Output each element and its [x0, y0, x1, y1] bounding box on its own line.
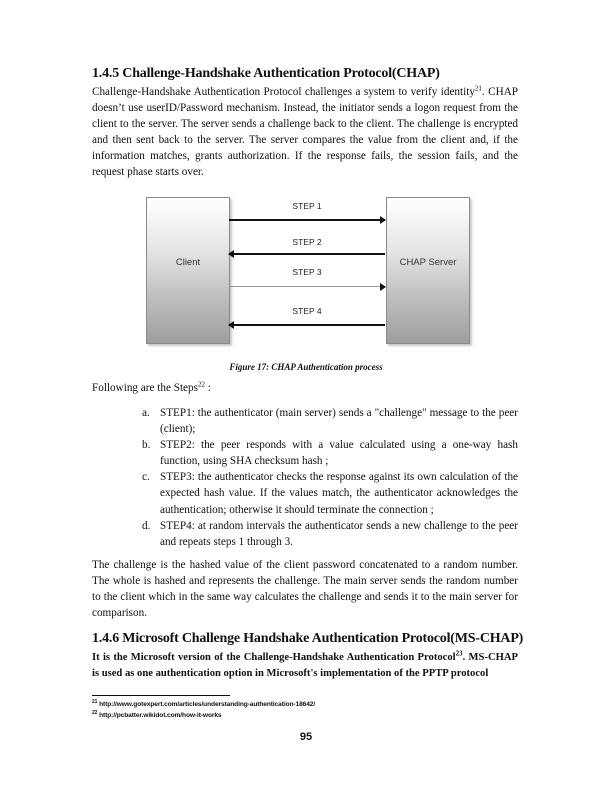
step-2-arrow [229, 253, 385, 255]
list-item [142, 518, 518, 550]
list-item [142, 405, 518, 437]
footnote-ref-21[interactable]: 21 [474, 84, 482, 93]
list-item-text: STEP2: the peer responds with a value calculated using a one-way hash function, using SHA checksum hash ; [160, 439, 518, 468]
section-heading-chap: 1.4.5 Challenge-Handshake Authentication Protocol(CHAP) [92, 66, 440, 81]
arrowhead-right-icon [380, 283, 386, 291]
challenge-paragraph: The challenge is the hashed value of the client password concatenated to a random number. The whole is hashed and represents the challenge. The main server sends the random number to the client which in the same way calculates the challenge and sends it to the main server for comparison. [92, 559, 518, 620]
client-label: Client [175, 257, 201, 268]
footnote-ref-23[interactable]: 23 [455, 649, 463, 658]
ms-chap-paragraph [92, 650, 518, 682]
list-marker: a. [142, 407, 150, 419]
footnote-link[interactable]: http://www.gotexpert.com/articles/understanding-authentication-18642/ [99, 701, 316, 708]
page-number: 95 [299, 731, 313, 743]
arrowhead-left-icon [228, 250, 234, 258]
chap-intro-paragraph [92, 84, 518, 181]
steps-intro-text: Following are the Steps [92, 382, 198, 394]
steps-intro [92, 380, 518, 396]
footnote-link[interactable]: http://pcbatter.wikidot.com/how-it-works [99, 712, 222, 719]
arrowhead-left-icon [228, 321, 234, 329]
chap-intro-rest: . CHAP doesn’t use userID/Password mechanism. Instead, the initiator sends a logon request from the client to the server. The server sends a challenge back to the client. The challenge is encrypted and then sent back to the server. The server compares the value from the client and, if the information matches, grants authorization. If the response fails, the session fails, and the request phase starts over. [92, 86, 518, 179]
client-box [146, 197, 230, 344]
footnote-ref-22[interactable]: 22 [197, 380, 205, 389]
chap-server-label: CHAP Server [399, 257, 457, 268]
list-item-text: STEP3: the authenticator checks the response against its own calculation of the expected hash value. If the values match, the authenticator acknowledges the authentication; otherwise it should terminate the connection ; [160, 471, 518, 516]
chap-intro-text: Challenge-Handshake Authentication Protocol challenges a system to verify identity [92, 86, 475, 98]
step-4-label: STEP 4 [292, 306, 322, 316]
steps-intro-suffix: : [204, 382, 211, 394]
ms-chap-text: It is the Microsoft version of the Challenge-Handshake Authentication Protocol [92, 652, 456, 663]
step-2-label: STEP 2 [292, 237, 322, 247]
chap-server-box [386, 197, 470, 344]
footnote-22 [92, 709, 222, 719]
list-item-text: STEP4: at random intervals the authenticator sends a new challenge to the peer and repeats steps 1 through 3. [160, 519, 518, 548]
list-item [142, 469, 518, 517]
list-item [142, 437, 518, 469]
footnote-21 [92, 698, 316, 708]
list-item-text: STEP1: the authenticator (main server) sends a "challenge" message to the peer (client); [160, 407, 518, 436]
list-marker: c. [142, 471, 150, 484]
steps-list [142, 405, 518, 550]
list-marker: b. [142, 439, 151, 452]
step-3-label: STEP 3 [292, 267, 322, 277]
footnote-divider [92, 695, 230, 696]
section-heading-ms-chap: 1.4.6 Microsoft Challenge Handshake Authentication Protocol(MS-CHAP) [92, 631, 524, 646]
step-1-arrow [229, 219, 385, 221]
ms-chap-rest: . MS-CHAP is used as one authentication option in Microsoft's implementation of the PPTP protocol [92, 652, 518, 680]
footnote-number: 21 [92, 698, 98, 705]
arrowhead-right-icon [380, 216, 386, 224]
step-3-arrow [229, 286, 385, 287]
step-4-arrow [229, 324, 385, 326]
step-1-label: STEP 1 [292, 201, 322, 211]
footnote-number: 22 [92, 709, 98, 716]
list-marker: d. [142, 519, 151, 532]
figure-caption: Figure 17: CHAP Authentication process [229, 362, 383, 372]
